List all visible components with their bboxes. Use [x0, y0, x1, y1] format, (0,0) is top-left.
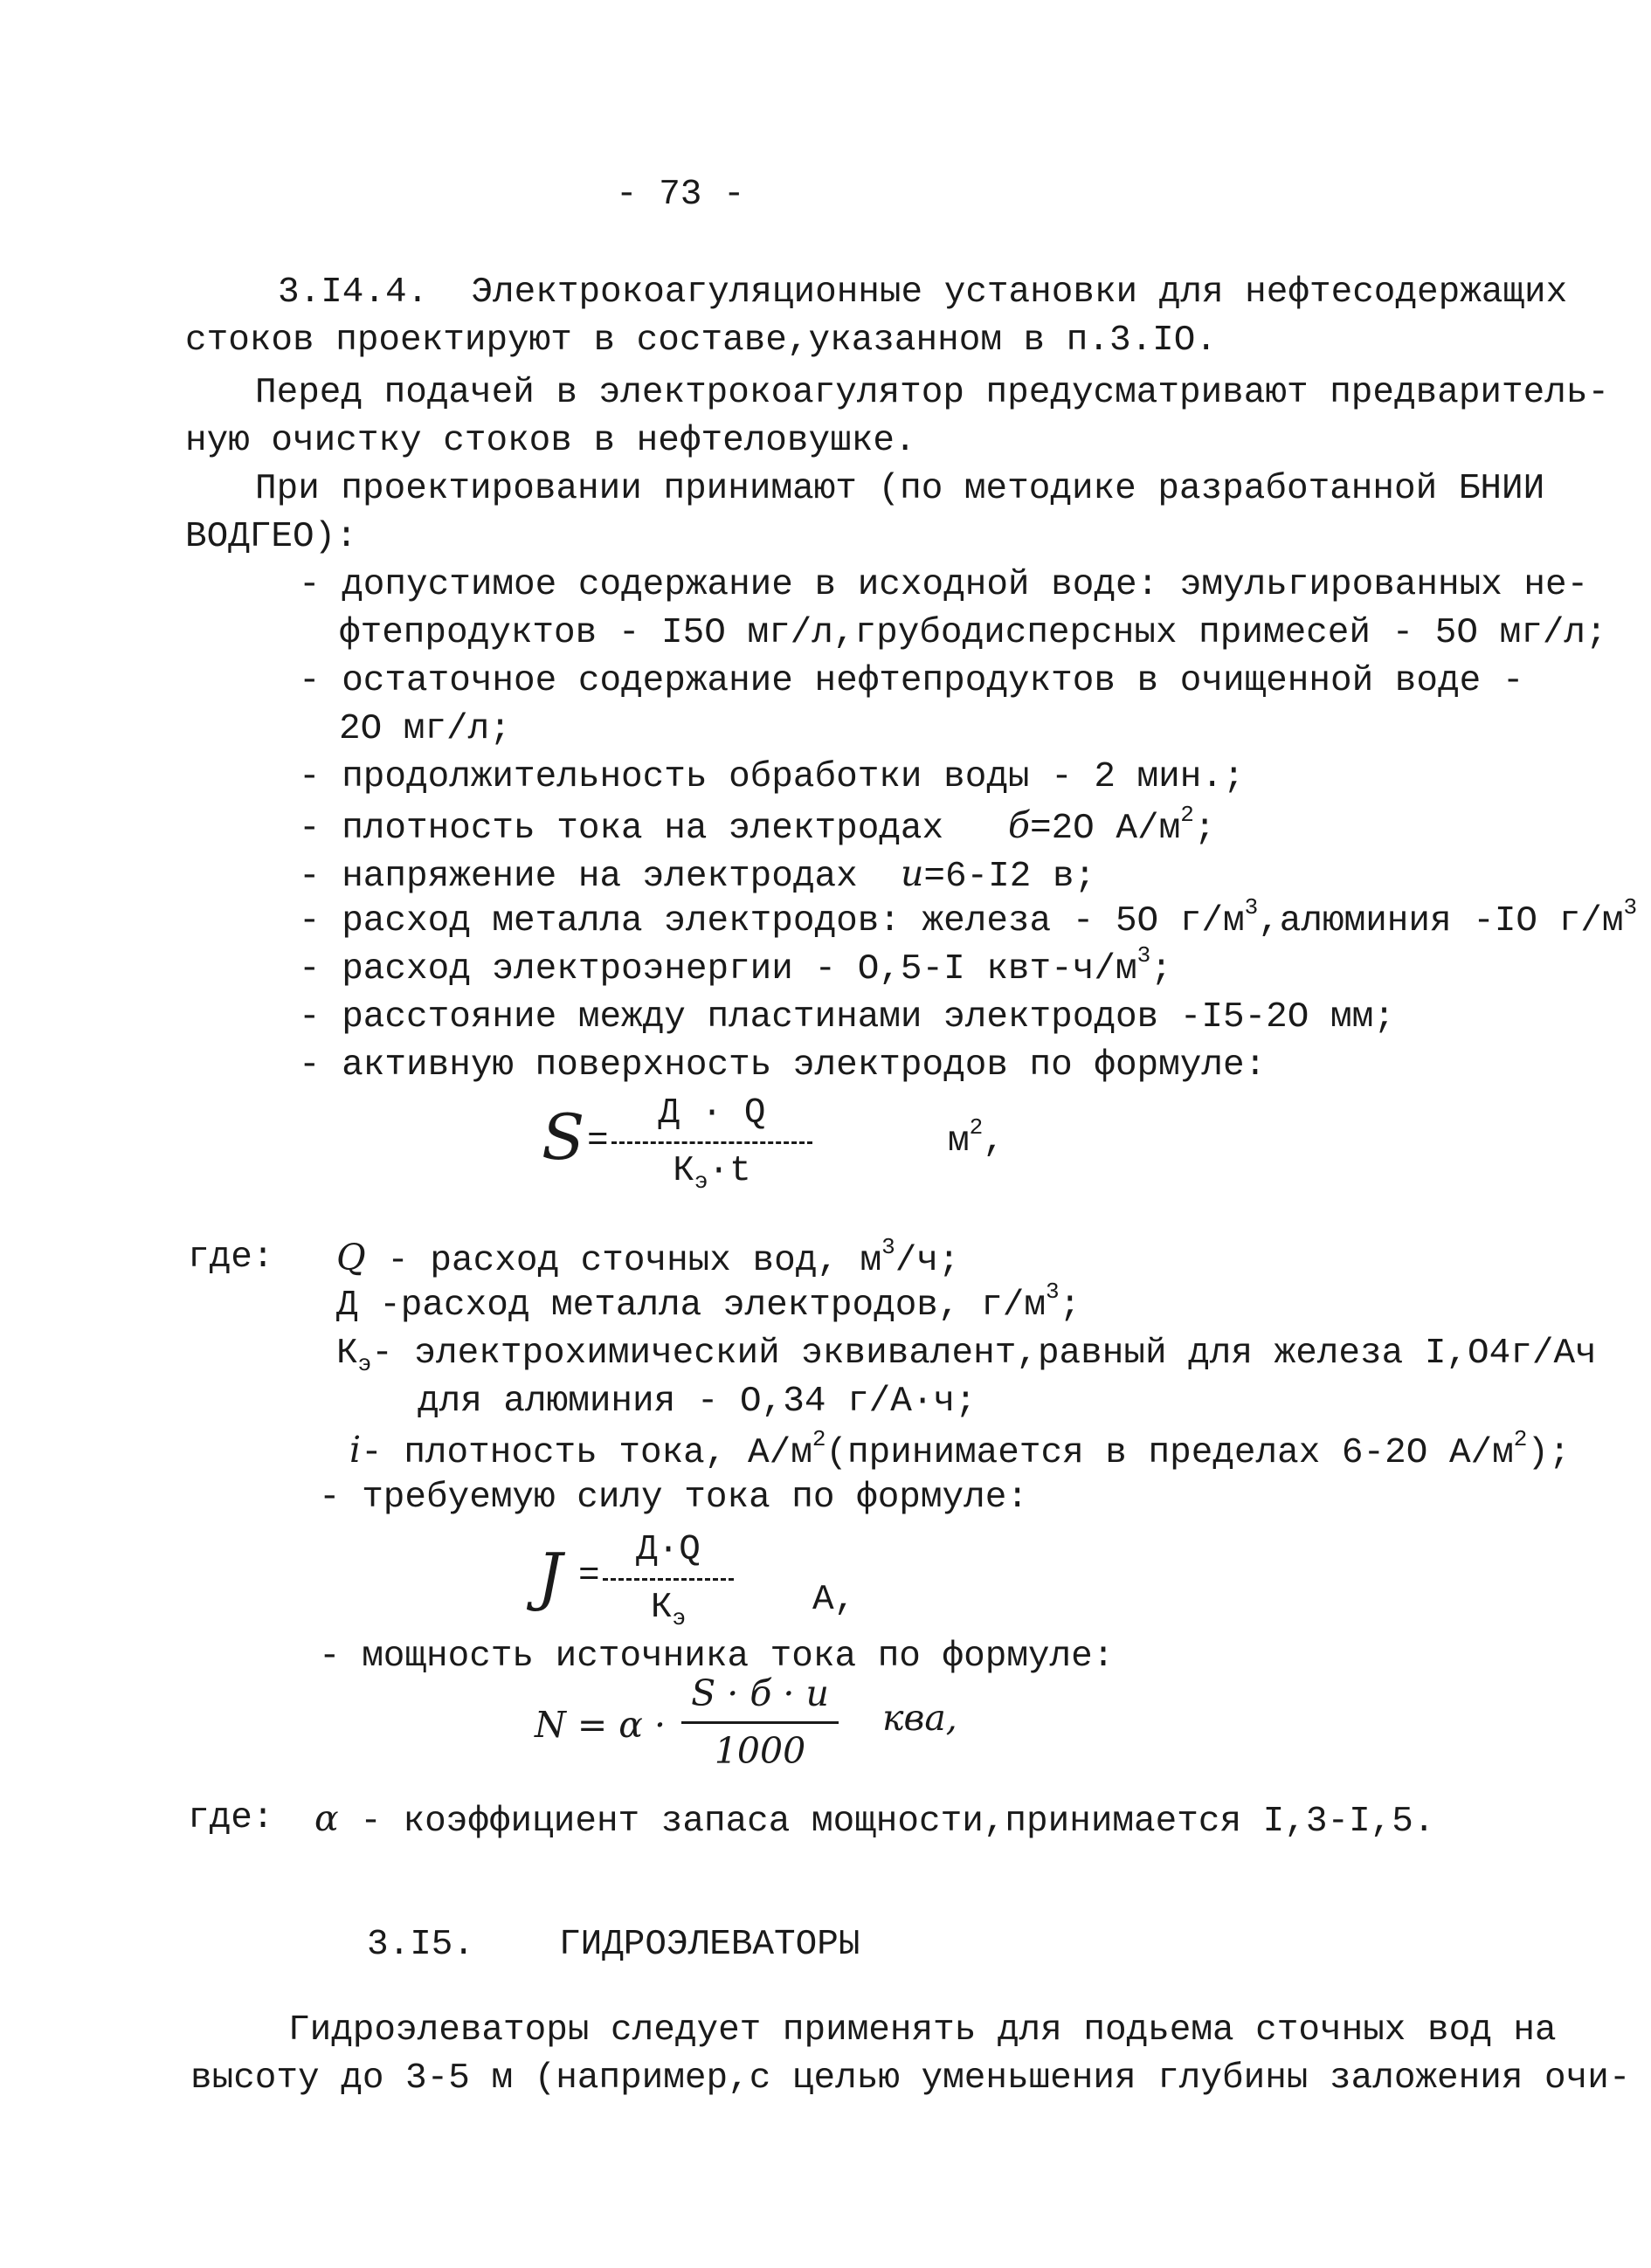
exponent: 2	[969, 1114, 984, 1141]
definition-text: - электрохимический эквивалент,равный для железа I,O4г/Ач	[371, 1334, 1597, 1374]
list-item-text: - плотность тока на электродах	[299, 809, 944, 849]
section-title: ГИДРОЭЛЕВАТОРЫ	[559, 1925, 860, 1965]
list-item: - активную поверхность электродов по формуле:	[299, 1045, 1267, 1086]
list-item: - требуемую силу тока по формуле:	[319, 1478, 1028, 1518]
punctuation: ;	[1059, 1286, 1081, 1326]
punctuation: );	[1527, 1433, 1571, 1473]
definition-i	[349, 1426, 1571, 1478]
paragraph-line: При проектировании принимают (по методике разработанной БНИИ	[255, 469, 1545, 509]
list-item: - остаточное содержание нефтепродуктов в очищенной воде -	[299, 661, 1524, 701]
den-main: К	[650, 1588, 673, 1628]
exponent: 3	[1136, 942, 1151, 969]
fraction-bar	[681, 1721, 839, 1724]
list-item: - мощность источника тока по формуле:	[319, 1637, 1115, 1677]
sigma-symbol: б	[1007, 804, 1030, 846]
definition-text: - расход сточных вод, м	[365, 1241, 882, 1281]
formula-eq: =	[578, 1556, 600, 1596]
paragraph-line: стоков проектируют в составе,указанном в п.3.IO.	[185, 321, 1217, 361]
definition-q	[336, 1234, 960, 1286]
unit: м	[948, 1121, 970, 1162]
voltage-symbol: u	[900, 852, 924, 894]
section-number: 3.I5.	[367, 1925, 475, 1965]
fraction-bar	[603, 1578, 734, 1581]
fraction-bar	[611, 1141, 812, 1144]
paragraph-line: Перед подачей в электрокоагулятор предусматривают предваритель-	[255, 373, 1610, 413]
list-item-continuation: фтепродуктов - I5O мг/л,грубодисперсных примесей - 5O мг/л;	[339, 613, 1607, 653]
list-item-tail: ,алюминия -IO г/м	[1258, 901, 1624, 941]
list-item-text: - расход металла электродов: железа - 5O г/м	[299, 901, 1245, 941]
formula-n-fraction	[681, 1670, 839, 1775]
definition-text: - плотность тока, А/м	[361, 1433, 812, 1473]
list-item	[299, 894, 1638, 946]
list-item-continuation: 2O мг/л;	[339, 709, 511, 749]
paragraph-line: Гидроэлеваторы следует применять для подьема сточных вод на	[288, 2010, 1557, 2051]
alpha-symbol: α	[314, 1797, 339, 1839]
exponent: 3	[881, 1234, 895, 1261]
list-item	[299, 802, 1215, 853]
list-item: - расстояние между пластинами электродов -I5-2O мм;	[299, 997, 1395, 1037]
k-symbol: К	[336, 1334, 358, 1374]
formula-j-numerator: Д·Q	[636, 1530, 701, 1570]
den-sub: э	[672, 1605, 687, 1632]
list-item	[299, 850, 1095, 901]
definition-tail: (принимается в пределах 6-2O А/м	[826, 1433, 1514, 1473]
formula-n-unit: ква,	[882, 1697, 957, 1739]
definition-alpha	[314, 1795, 1435, 1846]
section-3-14-4-heading-line: 3.I4.4. Электрокоагуляционные установки для нефтесодержащих	[278, 272, 1568, 313]
list-item: - допустимое содержание в исходной воде: эмульгированных не-	[299, 565, 1589, 605]
den-tail: ·t	[708, 1151, 751, 1191]
definition-k	[336, 1330, 1597, 1378]
list-item-text: - расход электроэнергии - O,5-I квт-ч/м	[299, 949, 1137, 989]
formula-j-unit: А,	[812, 1580, 856, 1620]
formula-j-denominator	[603, 1584, 734, 1632]
punctuation: ;	[1193, 809, 1216, 849]
formula-j-lhs: J	[537, 1540, 563, 1613]
formula-s-lhs: S	[542, 1100, 585, 1174]
list-item-text: - напряжение на электродах	[299, 857, 858, 897]
where-label: где:	[188, 1798, 274, 1838]
definition-text: - коэффициент запаса мощности,принимается I,3-I,5.	[360, 1802, 1435, 1842]
definition-k-continuation: для алюминия - O,34 г/А·ч;	[418, 1382, 977, 1422]
formula-j-fraction	[603, 1527, 734, 1632]
k-subscript: э	[357, 1351, 372, 1378]
definition-text: Д -расход металла электродов, г/м	[336, 1286, 1046, 1326]
formula-n-denominator: 1000	[714, 1730, 806, 1772]
current-density-value: =2O А/м	[1029, 809, 1181, 849]
exponent: 2	[812, 1426, 826, 1453]
exponent: 3	[1244, 894, 1259, 921]
definition-end: /ч;	[895, 1241, 960, 1281]
definition-d	[336, 1279, 1081, 1330]
voltage-value: =6-I2 в;	[923, 857, 1096, 897]
formula-eq: =	[587, 1121, 609, 1162]
q-symbol: Q	[336, 1237, 366, 1279]
formula-s-denominator	[611, 1148, 812, 1196]
exponent: 3	[1045, 1279, 1060, 1306]
list-item: - продолжительность обработки воды - 2 мин.;	[299, 757, 1245, 797]
exponent: 2	[1180, 802, 1194, 829]
paragraph-line: ную очистку стоков в нефтеловушке.	[185, 421, 916, 461]
den-main: К	[673, 1151, 694, 1191]
formula-n-numerator: S · б · u	[691, 1672, 829, 1714]
exponent: 2	[1513, 1426, 1528, 1453]
formula-n-lhs: N = α ·	[535, 1704, 667, 1746]
punctuation: ,	[983, 1121, 1005, 1162]
exponent: 3	[1623, 894, 1638, 921]
formula-s-numerator: Д · Q	[658, 1093, 766, 1134]
list-item	[299, 942, 1172, 994]
paragraph-line: ВОДГЕО):	[185, 517, 357, 557]
where-label: где:	[188, 1237, 274, 1278]
formula-s-fraction	[611, 1090, 812, 1196]
den-sub: э	[694, 1168, 708, 1196]
punctuation: ;	[1150, 949, 1172, 989]
formula-s-unit	[948, 1114, 1005, 1166]
page-number: - 73 -	[616, 175, 745, 215]
paragraph-line: высоту до 3-5 м (например,с целью уменьшения глубины заложения очи-	[190, 2058, 1631, 2099]
i-symbol: i	[349, 1429, 362, 1471]
